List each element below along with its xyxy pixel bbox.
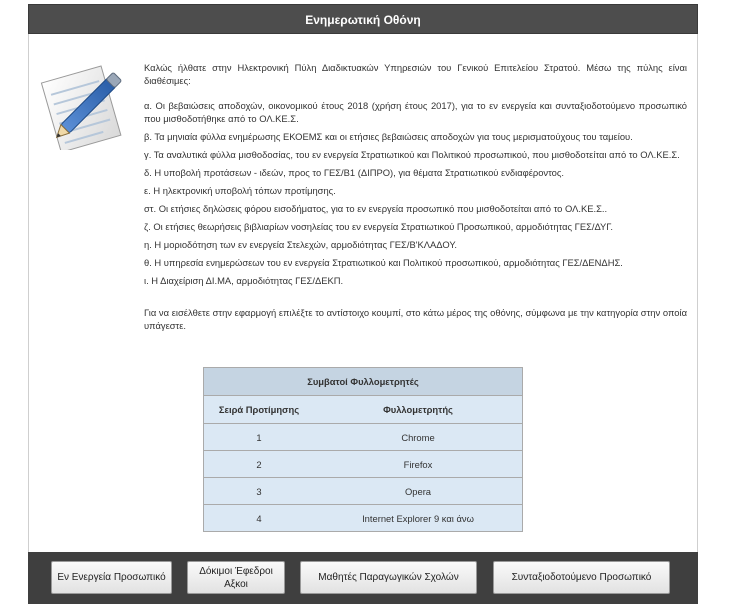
browser-cell: Opera [314, 478, 523, 505]
vocational-students-button[interactable]: Μαθητές Παραγωγικών Σχολών [300, 561, 477, 594]
retired-personnel-button[interactable]: Συνταξιοδοτούμενο Προσωπικό [493, 561, 670, 594]
intro-text: Καλώς ήλθατε στην Ηλεκτρονική Πύλη Διαδικτυακών Υπηρεσιών του Γενικού Επιτελείου Στρατού. Μέσω της πύλης είναι διαθέσιμες: [144, 62, 687, 86]
browser-cell: Firefox [314, 451, 523, 478]
preference-cell: 4 [204, 505, 315, 532]
list-item: θ. Η υπηρεσία ενημερώσεων του εν ενεργεία Στρατιωτικού και Πολιτικού προσωπικού, αρμοδιότητας ΓΕΣ/ΔΕΝΔΗΣ. [144, 256, 623, 268]
list-item: α. Οι βεβαιώσεις αποδοχών, οικονομικού έτους 2018 (χρήση έτους 2017), για το εν ενεργεία και συνταξιοδοτούμενο προσωπικό που μισθοδοτήθηκε από το ΟΛ.ΚΕ.Σ. [144, 100, 687, 124]
table-row [204, 451, 523, 478]
table-row [204, 505, 523, 532]
table-row [204, 478, 523, 505]
list-item: ζ. Οι ετήσιες θεωρήσεις βιβλιαρίων νοσηλείας του εν ενεργεία Στρατιωτικού Προσωπικού, αρμοδιότητας ΓΕΣ/ΔΥΓ. [144, 220, 614, 232]
list-item: δ. Η υποβολή προτάσεων - ιδεών, προς το ΓΕΣ/Β1 (ΔΙΠΡΟ), για θέματα Στρατιωτικού ενδιαφέροντος. [144, 166, 565, 178]
browser-cell: Chrome [314, 424, 523, 451]
preference-cell: 2 [204, 451, 315, 478]
active-personnel-button[interactable]: Εν Ενεργεία Προσωπικό [51, 561, 172, 594]
list-item: γ. Τα αναλυτικά φύλλα μισθοδοσίας, του εν ενεργεία Στρατιωτικού και Πολιτικού προσωπικού, που μισθοδοτείται από το ΟΛ.ΚΕ.Σ. [144, 148, 680, 160]
preference-cell: 3 [204, 478, 315, 505]
list-item: ι. Η Διαχείριση ΔΙ.ΜΑ, αρμοδιότητας ΓΕΣ/ΔΕΚΠ. [144, 274, 344, 286]
preference-cell: 1 [204, 424, 315, 451]
column-header-browser: Φυλλομετρητής [314, 396, 523, 424]
table-caption: Συμβατοί Φυλλομετρητές [204, 368, 523, 396]
footer-bar [28, 552, 698, 604]
browser-cell: Internet Explorer 9 και άνω [314, 505, 523, 532]
instructions-text: Για να εισέλθετε στην εφαρμογή επιλέξτε το αντίστοιχο κουμπί, στο κάτω μέρος της οθόνης, σύμφωνα με την κατηγορία στην οποία υπάγεστε. [144, 307, 687, 331]
notepad-pen-icon [40, 58, 136, 150]
cadets-button[interactable]: Δόκιμοι Έφεδροι Αξκοι [187, 561, 285, 594]
compatible-browsers-table [203, 367, 523, 532]
table-row [204, 424, 523, 451]
page-title: Ενημερωτική Οθόνη [28, 4, 698, 34]
info-text [144, 62, 687, 332]
column-header-preference: Σειρά Προτίμησης [204, 396, 315, 424]
list-item: η. Η μοριοδότηση των εν ενεργεία Στελεχών, αρμοδιότητας ΓΕΣ/Β'ΚΛΑΔΟΥ. [144, 238, 457, 250]
list-item: β. Τα μηνιαία φύλλα ενημέρωσης ΕΚΟΕΜΣ και οι ετήσιες βεβαιώσεις αποδοχών για τους μερισματούχους του ταμείου. [144, 130, 633, 142]
list-item: στ. Οι ετήσιες δηλώσεις φόρου εισοδήματος, για το εν ενεργεία προσωπικό που μισθοδοτείται από το ΟΛ.ΚΕ.Σ.. [144, 202, 608, 214]
list-item: ε. Η ηλεκτρονική υποβολή τόπων προτίμησης. [144, 184, 336, 196]
